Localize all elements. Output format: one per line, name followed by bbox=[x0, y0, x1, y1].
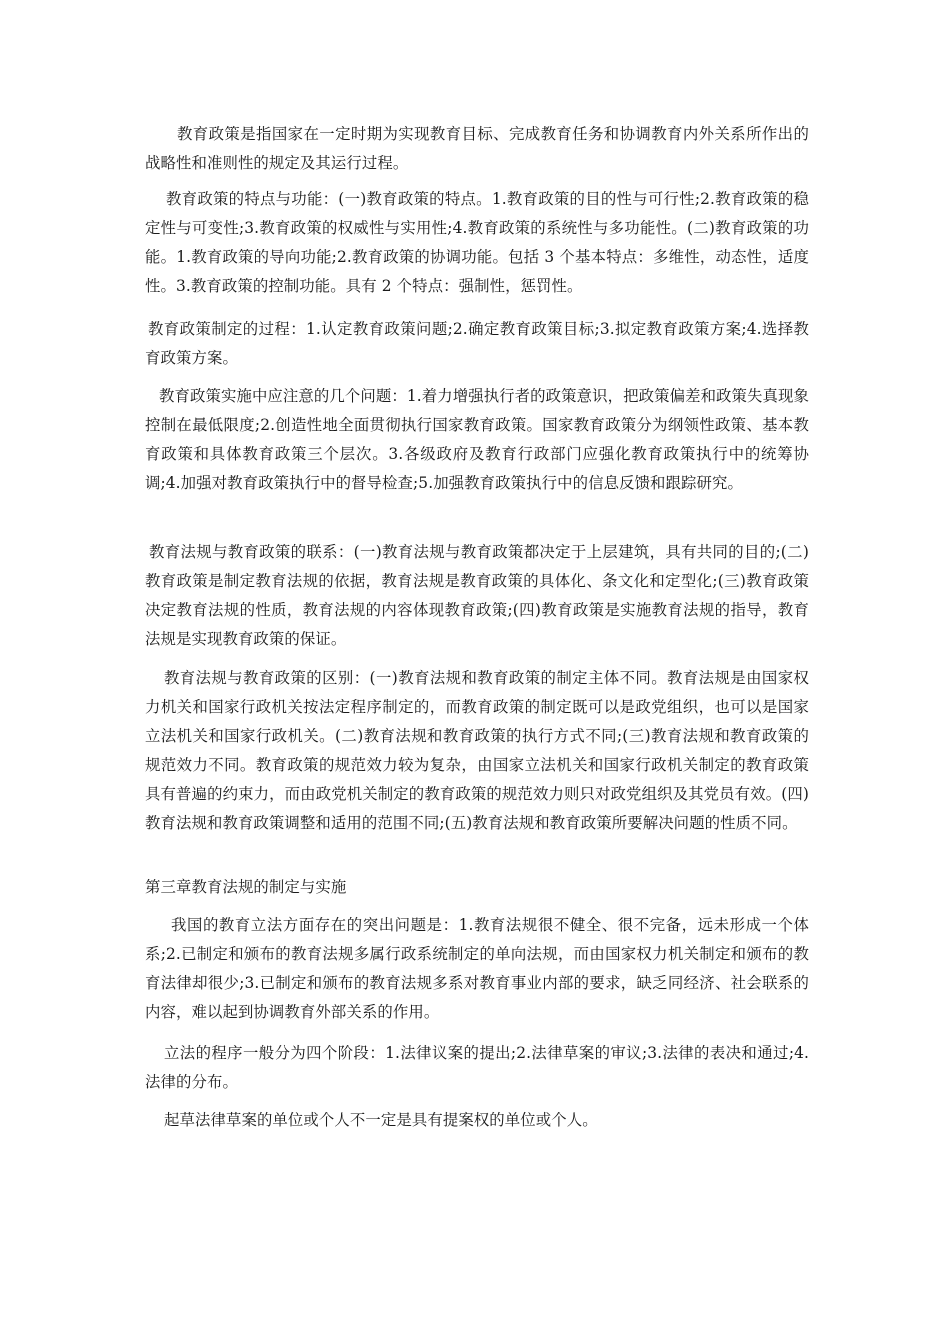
chapter-heading: 第三章教育法规的制定与实施 bbox=[145, 878, 347, 896]
paragraph-differences: 教育法规与教育政策的区别：(一)教育法规和教育政策的制定主体不同。教育法规是由国家权力机关和国家行政机关按法定程序制定的，而教育政策的制定既可以是政党组织，也可以是国家立法机关和国家行政机关。(二)教育法规和教育政策的执行方式不同;(三)教育法规和教育政策的规范效力不同。教育政策的规范效力较为复杂，由国家立法机关和国家行政机关制定的教育政策具有普遍的约束力，而由政党机关制定的教育政策的规范效力则只对政党组织及其党员有效。(四)教育法规和教育政策调整和适用的范围不同;(五)教育法规和教育政策所要解决问题的性质不同。 bbox=[145, 669, 809, 832]
paragraph-formulation-process: 教育政策制定的过程：1.认定教育政策问题;2.确定教育政策目标;3.拟定教育政策方案;4.选择教育政策方案。 bbox=[145, 320, 809, 367]
paragraph-features-functions: 教育政策的特点与功能：(一)教育政策的特点。1.教育政策的目的性与可行性;2.教育政策的稳定性与可变性;3.教育政策的权威性与实用性;4.教育政策的系统性与多功能性。(二)教育政策的功能。1.教育政策的导向功能;2.教育政策的协调功能。包括 3 个基本特点：多维性，动态性，适度性。3.教育政策的控制功能。具有 2 个特点：强制性，惩罚性。 bbox=[145, 190, 809, 295]
paragraph-connection: 教育法规与教育政策的联系：(一)教育法规与教育政策都决定于上层建筑，具有共同的目的;(二)教育政策是制定教育法规的依据，教育法规是教育政策的具体化、条文化和定型化;(三)教育政策决定教育法规的性质，教育法规的内容体现教育政策;(四)教育政策是实施教育法规的指导，教育法规是实现教育政策的保证。 bbox=[145, 543, 809, 648]
paragraph-implementation-issues: 教育政策实施中应注意的几个问题：1.着力增强执行者的政策意识，把政策偏差和政策失真现象控制在最低限度;2.创造性地全面贯彻执行国家教育政策。国家教育政策分为纲领性政策、基本教育政策和具体教育政策三个层次。3.各级政府及教育行政部门应强化教育政策执行中的统筹协调;4.加强对教育政策执行中的督导检查;5.加强教育政策执行中的信息反馈和跟踪研究。 bbox=[145, 387, 810, 492]
paragraph-legislative-procedure: 立法的程序一般分为四个阶段：1.法律议案的提出;2.法律草案的审议;3.法律的表决和通过;4.法律的分布。 bbox=[145, 1044, 809, 1091]
paragraph-definition: 教育政策是指国家在一定时期为实现教育目标、完成教育任务和协调教育内外关系所作出的战略性和准则性的规定及其运行过程。 bbox=[145, 125, 809, 172]
paragraph-drafting-note: 起草法律草案的单位或个人不一定是具有提案权的单位或个人。 bbox=[164, 1111, 598, 1129]
paragraph-legislation-problems: 我国的教育立法方面存在的突出问题是：1.教育法规很不健全、很不完备，远未形成一个体系;2.已制定和颁布的教育法规多属行政系统制定的单向法规，而由国家权力机关制定和颁布的教育法律却很少;3.已制定和颁布的教育法规多系对教育事业内部的要求，缺乏同经济、社会联系的内容，难以起到协调教育外部关系的作用。 bbox=[145, 916, 809, 1021]
